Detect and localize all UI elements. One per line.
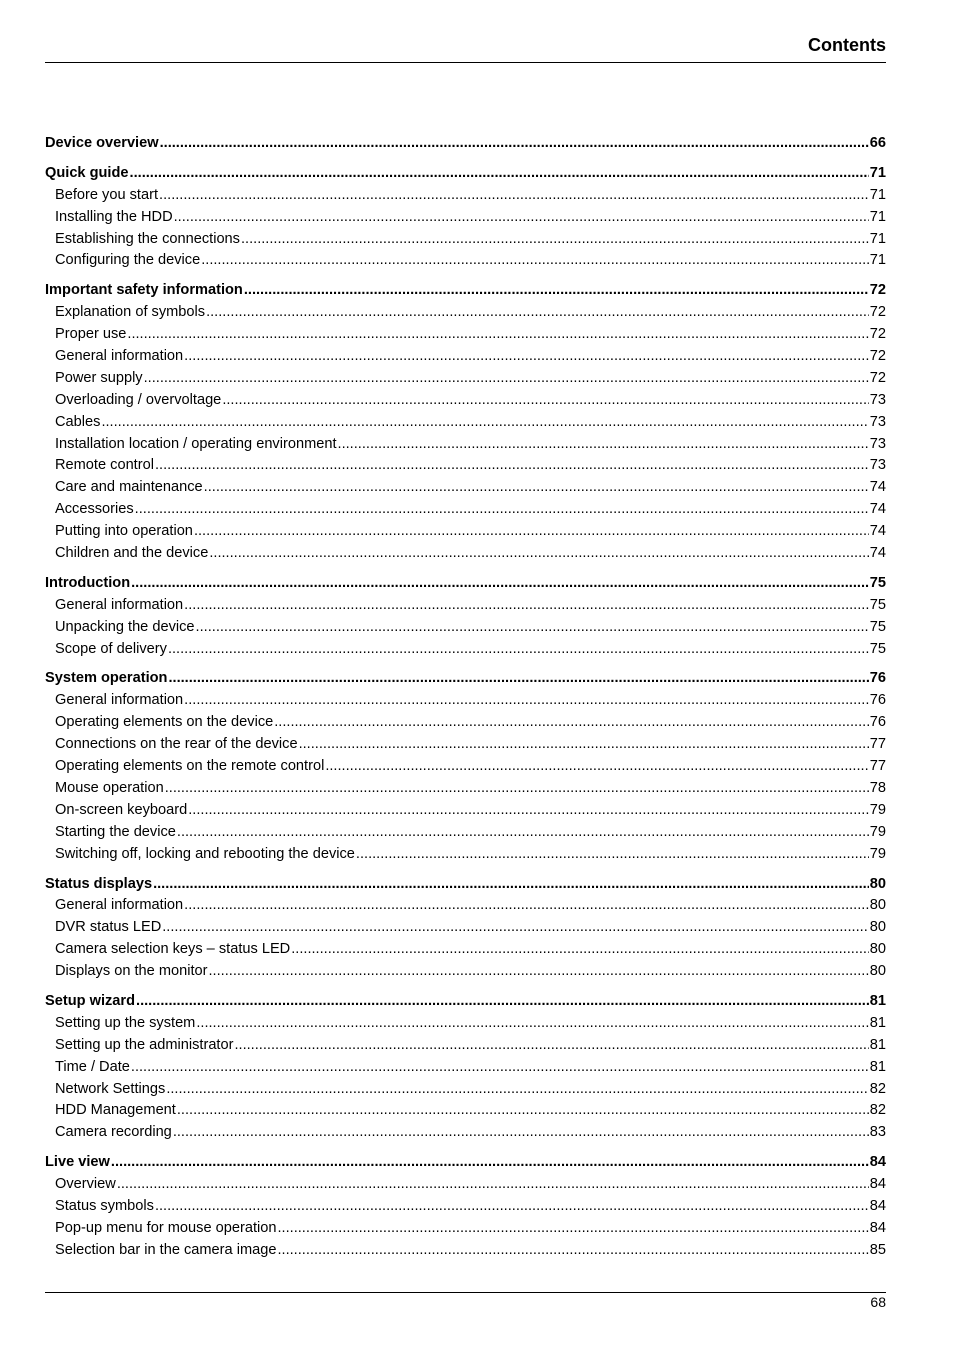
toc-entry-page: 72: [869, 326, 886, 343]
toc-entry-title: DVR status LED: [55, 919, 162, 936]
dot-leader: [206, 302, 869, 324]
toc-entry-title: Children and the device: [55, 545, 209, 562]
toc-subsection-entry[interactable]: [45, 455, 886, 477]
toc-entry-page: 72: [869, 282, 886, 299]
dot-leader: [184, 346, 869, 368]
toc-subsection-entry[interactable]: [45, 895, 886, 917]
toc-entry-page: 75: [869, 574, 886, 591]
toc-subsection-entry[interactable]: [45, 961, 886, 983]
toc-section: [45, 163, 886, 272]
toc-entry-page: 76: [869, 670, 886, 687]
dot-leader: [184, 895, 869, 917]
toc-subsection-entry[interactable]: [45, 712, 886, 734]
dot-leader: [168, 639, 869, 661]
toc-entry-title: Status symbols: [55, 1197, 154, 1214]
dot-leader: [153, 874, 869, 896]
toc-entry-title: Selection bar in the camera image: [55, 1241, 277, 1258]
toc-entry-page: 79: [869, 801, 886, 818]
dot-leader: [165, 778, 869, 800]
toc-entry-title: Installation location / operating environment: [55, 435, 337, 452]
dot-leader: [325, 756, 868, 778]
toc-entry-page: 66: [869, 135, 886, 151]
dot-leader: [196, 617, 869, 639]
dot-leader: [222, 390, 868, 412]
dot-leader: [184, 690, 869, 712]
toc-entry-page: 84: [869, 1154, 886, 1171]
toc-entry-page: 71: [869, 208, 886, 225]
toc-subsection-entry[interactable]: [45, 1013, 886, 1035]
toc-entry-title: On-screen keyboard: [55, 801, 188, 818]
toc-entry-page: 77: [869, 758, 886, 775]
toc-section: [45, 991, 886, 1144]
toc-entry-page: 73: [869, 413, 886, 430]
toc-entry-title: Accessories: [55, 501, 134, 518]
toc-entry-title: Connections on the rear of the device: [55, 736, 298, 753]
toc-subsection-entry[interactable]: [45, 1035, 886, 1057]
table-of-contents: [45, 133, 886, 1270]
toc-entry-page: 71: [869, 186, 886, 203]
toc-entry-title: Introduction: [45, 574, 131, 591]
toc-subsection-entry[interactable]: [45, 477, 886, 499]
toc-entry-page: 81: [869, 992, 886, 1009]
page-title: Contents: [808, 35, 886, 55]
toc-entry-title: Overloading / overvoltage: [55, 391, 222, 408]
toc-entry-page: 76: [869, 714, 886, 731]
dot-leader: [173, 1122, 869, 1144]
toc-section-entry[interactable]: [45, 874, 886, 896]
toc-entry-page: 77: [869, 736, 886, 753]
toc-entry-title: General information: [55, 596, 184, 613]
dot-leader: [177, 822, 869, 844]
toc-entry-page: 75: [869, 640, 886, 657]
dot-leader: [188, 800, 869, 822]
dot-leader: [130, 163, 869, 185]
toc-subsection-entry[interactable]: [45, 939, 886, 961]
toc-subsection-entry[interactable]: [45, 800, 886, 822]
toc-section-entry[interactable]: [45, 668, 886, 690]
toc-entry-title: Remote control: [55, 457, 154, 474]
toc-subsection-entry[interactable]: [45, 1174, 886, 1196]
toc-section: [45, 668, 886, 865]
toc-entry-page: 72: [869, 369, 886, 386]
toc-subsection-entry[interactable]: [45, 543, 886, 565]
toc-subsection-entry[interactable]: [45, 1057, 886, 1079]
toc-entry-title: Putting into operation: [55, 523, 193, 540]
toc-subsection-entry[interactable]: [45, 521, 886, 543]
dot-leader: [166, 1079, 868, 1101]
toc-entry-title: Establishing the connections: [55, 230, 240, 247]
toc-entry-title: Care and maintenance: [55, 479, 203, 496]
toc-entry-page: 72: [869, 348, 886, 365]
dot-leader: [241, 229, 869, 251]
toc-subsection-entry[interactable]: [45, 229, 886, 251]
toc-entry-title: Setting up the administrator: [55, 1036, 234, 1053]
toc-entry-page: 83: [869, 1124, 886, 1141]
toc-entry-page: 73: [869, 457, 886, 474]
toc-entry-title: Starting the device: [55, 823, 176, 840]
toc-subsection-entry[interactable]: [45, 499, 886, 521]
dot-leader: [160, 133, 869, 155]
toc-entry-title: Setup wizard: [45, 992, 136, 1009]
dot-leader: [338, 434, 869, 456]
toc-subsection-entry[interactable]: [45, 368, 886, 390]
dot-leader: [299, 734, 869, 756]
dot-leader: [168, 668, 868, 690]
dot-leader: [159, 185, 869, 207]
toc-section-entry[interactable]: [45, 133, 886, 155]
toc-subsection-entry[interactable]: [45, 185, 886, 207]
toc-entry-page: 81: [869, 1036, 886, 1053]
dot-leader: [209, 543, 868, 565]
toc-entry-page: 75: [869, 618, 886, 635]
toc-entry-page: 71: [869, 230, 886, 247]
toc-entry-page: 82: [869, 1102, 886, 1119]
toc-subsection-entry[interactable]: [45, 756, 886, 778]
dot-leader: [291, 939, 869, 961]
toc-entry-page: 82: [869, 1080, 886, 1097]
toc-entry-title: Time / Date: [55, 1058, 130, 1075]
toc-subsection-entry[interactable]: [45, 207, 886, 229]
dot-leader: [196, 1013, 868, 1035]
toc-entry-title: Camera recording: [55, 1124, 172, 1141]
dot-leader: [162, 917, 869, 939]
toc-subsection-entry[interactable]: [45, 1079, 886, 1101]
toc-entry-title: Setting up the system: [55, 1014, 196, 1031]
toc-entry-title: Unpacking the device: [55, 618, 195, 635]
toc-subsection-entry[interactable]: [45, 617, 886, 639]
dot-leader: [177, 1100, 869, 1122]
dot-leader: [174, 207, 869, 229]
toc-entry-page: 74: [869, 479, 886, 496]
toc-section-entry[interactable]: [45, 280, 886, 302]
dot-leader: [204, 477, 869, 499]
toc-entry-page: 81: [869, 1014, 886, 1031]
dot-leader: [131, 1057, 869, 1079]
toc-entry-title: Mouse operation: [55, 779, 164, 796]
dot-leader: [135, 499, 869, 521]
toc-entry-title: Device overview: [45, 135, 159, 151]
dot-leader: [274, 712, 869, 734]
toc-entry-page: 80: [869, 875, 886, 892]
toc-entry-page: 81: [869, 1058, 886, 1075]
toc-entry-page: 71: [869, 164, 886, 181]
toc-entry-page: 80: [869, 897, 886, 914]
toc-entry-page: 72: [869, 304, 886, 321]
toc-subsection-entry[interactable]: [45, 1218, 886, 1240]
toc-entry-title: Displays on the monitor: [55, 963, 208, 980]
toc-entry-page: 74: [869, 545, 886, 562]
toc-entry-page: 73: [869, 391, 886, 408]
toc-entry-title: Scope of delivery: [55, 640, 167, 657]
toc-subsection-entry[interactable]: [45, 324, 886, 346]
toc-entry-title: General information: [55, 692, 184, 709]
toc-section-entry[interactable]: [45, 1152, 886, 1174]
dot-leader: [155, 1196, 869, 1218]
toc-subsection-entry[interactable]: [45, 346, 886, 368]
toc-section: [45, 280, 886, 565]
toc-entry-title: General information: [55, 348, 184, 365]
dot-leader: [209, 961, 869, 983]
toc-entry-page: 74: [869, 523, 886, 540]
toc-subsection-entry[interactable]: [45, 1122, 886, 1144]
header-rule: [45, 62, 886, 63]
dot-leader: [234, 1035, 868, 1057]
footer-rule: [45, 1292, 886, 1293]
toc-entry-page: 80: [869, 963, 886, 980]
toc-entry-page: 79: [869, 823, 886, 840]
toc-section-entry[interactable]: [45, 991, 886, 1013]
toc-entry-page: 85: [869, 1241, 886, 1258]
toc-entry-title: Switching off, locking and rebooting the device: [55, 845, 355, 862]
dot-leader: [184, 595, 869, 617]
toc-entry-page: 79: [869, 845, 886, 862]
toc-entry-title: Important safety information: [45, 282, 243, 299]
toc-entry-title: Configuring the device: [55, 252, 201, 269]
toc-entry-title: Proper use: [55, 326, 127, 343]
toc-entry-title: Operating elements on the device: [55, 714, 274, 731]
toc-section-entry[interactable]: [45, 163, 886, 185]
dot-leader: [194, 521, 869, 543]
toc-entry-page: 73: [869, 435, 886, 452]
toc-entry-title: Quick guide: [45, 164, 129, 181]
dot-leader: [155, 455, 869, 477]
toc-entry-title: Pop-up menu for mouse operation: [55, 1219, 277, 1236]
dot-leader: [277, 1218, 868, 1240]
dot-leader: [111, 1152, 869, 1174]
dot-leader: [117, 1174, 869, 1196]
toc-section-entry[interactable]: [45, 573, 886, 595]
toc-subsection-entry[interactable]: [45, 302, 886, 324]
toc-subsection-entry[interactable]: [45, 250, 886, 272]
dot-leader: [131, 573, 869, 595]
toc-subsection-entry[interactable]: [45, 412, 886, 434]
dot-leader: [101, 412, 868, 434]
dot-leader: [244, 280, 869, 302]
toc-subsection-entry[interactable]: [45, 390, 886, 412]
toc-entry-page: 74: [869, 501, 886, 518]
toc-subsection-entry[interactable]: [45, 1100, 886, 1122]
toc-entry-title: Installing the HDD: [55, 208, 173, 225]
toc-entry-title: System operation: [45, 670, 168, 687]
toc-entry-page: 75: [869, 596, 886, 613]
toc-subsection-entry[interactable]: [45, 1240, 886, 1262]
toc-subsection-entry[interactable]: [45, 822, 886, 844]
toc-entry-title: Live view: [45, 1154, 110, 1171]
toc-subsection-entry[interactable]: [45, 778, 886, 800]
toc-entry-page: 71: [869, 252, 886, 269]
toc-section: [45, 133, 886, 155]
toc-entry-page: 80: [869, 919, 886, 936]
toc-section: [45, 1152, 886, 1261]
toc-entry-page: 76: [869, 692, 886, 709]
dot-leader: [144, 368, 869, 390]
dot-leader: [127, 324, 868, 346]
dot-leader: [136, 991, 869, 1013]
toc-entry-title: Network Settings: [55, 1080, 166, 1097]
toc-entry-page: 84: [869, 1197, 886, 1214]
toc-section: [45, 874, 886, 983]
dot-leader: [277, 1240, 868, 1262]
toc-subsection-entry[interactable]: [45, 639, 886, 661]
dot-leader: [201, 250, 869, 272]
toc-subsection-entry[interactable]: [45, 844, 886, 866]
toc-entry-title: Overview: [55, 1176, 116, 1193]
toc-subsection-entry[interactable]: [45, 434, 886, 456]
toc-entry-title: Status displays: [45, 875, 153, 892]
toc-entry-title: Before you start: [55, 186, 159, 203]
toc-entry-page: 78: [869, 779, 886, 796]
toc-section: [45, 573, 886, 661]
toc-entry-title: General information: [55, 897, 184, 914]
toc-entry-title: Operating elements on the remote control: [55, 758, 325, 775]
toc-entry-title: Camera selection keys – status LED: [55, 941, 291, 958]
dot-leader: [356, 844, 869, 866]
toc-subsection-entry[interactable]: [45, 595, 886, 617]
page-number: 68: [870, 1294, 886, 1310]
toc-subsection-entry[interactable]: [45, 1196, 886, 1218]
toc-entry-page: 84: [869, 1176, 886, 1193]
toc-subsection-entry[interactable]: [45, 917, 886, 939]
toc-subsection-entry[interactable]: [45, 734, 886, 756]
toc-entry-title: Cables: [55, 413, 101, 430]
toc-entry-title: Power supply: [55, 369, 143, 386]
toc-entry-page: 84: [869, 1219, 886, 1236]
toc-entry-title: Explanation of symbols: [55, 304, 206, 321]
toc-entry-title: HDD Management: [55, 1102, 176, 1119]
toc-subsection-entry[interactable]: [45, 690, 886, 712]
toc-entry-page: 80: [869, 941, 886, 958]
